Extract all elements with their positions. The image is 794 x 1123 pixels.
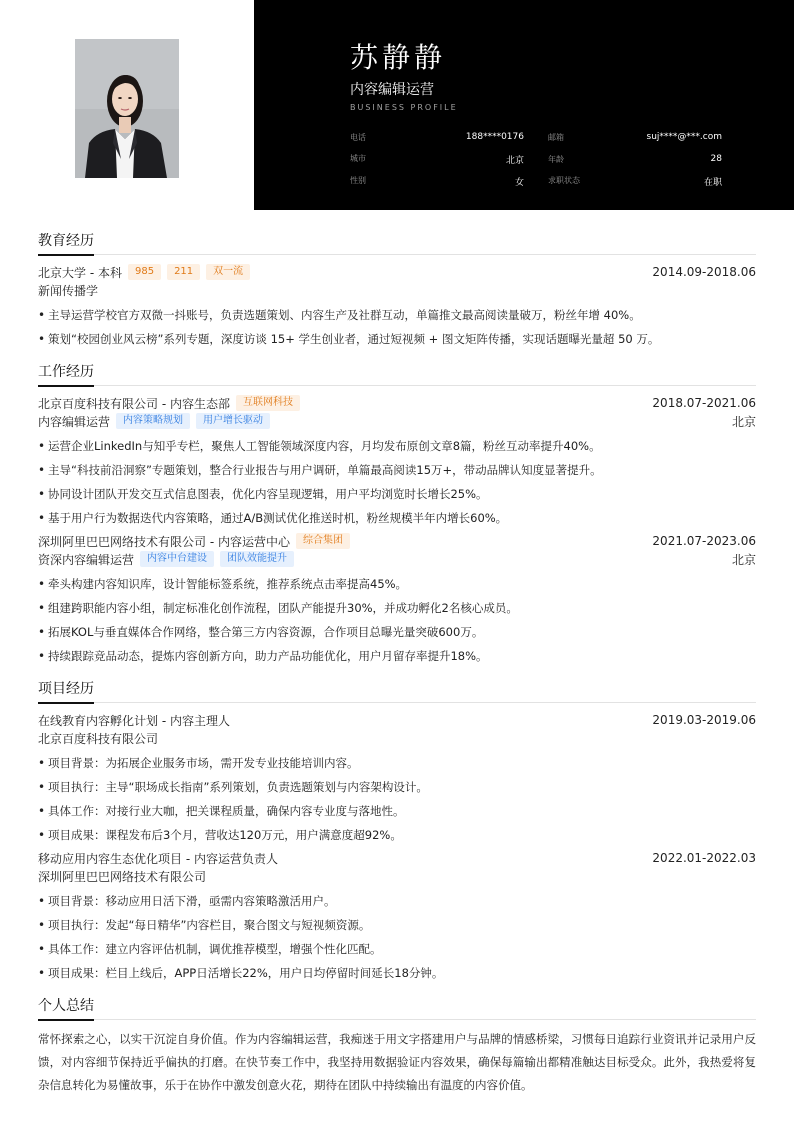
list-item: • 项目执行：主导“职场成长指南”系列策划，负责选题策划与内容架构设计。 (38, 775, 756, 799)
project-org: 北京百度科技有限公司 (38, 731, 159, 746)
section-title-underline (38, 1019, 94, 1021)
info-key: 城市 (350, 153, 366, 163)
section-title-text: 工作经历 (38, 364, 94, 380)
info-row (350, 170, 722, 192)
section-title (38, 995, 756, 1020)
list-item: • 策划“校园创业风云榜”系列专题，深度访谈 15+ 学生创业者，通过短视频 + 图文矩阵传播，实现话题曝光量超 50 万。 (38, 327, 756, 351)
job-entry-head (38, 394, 756, 412)
education-date: 2014.09-2018.06 (652, 265, 756, 279)
list-item: • 持续跟踪竞品动态，提炼内容创新方向，助力产品功能优化，用户月留存率提升18%。 (38, 644, 756, 668)
list-item: • 组建跨职能内容小组，制定标准化创作流程，团队产能提升30%，并成功孵化2名核心成员。 (38, 596, 756, 620)
education-entry-head (38, 263, 756, 281)
job-date: 2021.07-2023.06 (652, 534, 756, 548)
job-date: 2018.07-2021.06 (652, 396, 756, 410)
info-value: 北京 (505, 155, 524, 166)
list-item: • 项目成果：栏目上线后，APP日活增长22%，用户日均停留时间延长18分钟。 (38, 961, 756, 985)
section-title (38, 361, 756, 386)
section-title-text: 项目经历 (38, 681, 94, 697)
list-item: • 牵头构建内容知识库，设计智能标签系统，推荐系统点击率提高45%。 (38, 572, 756, 596)
info-value: 188****0176 (465, 131, 524, 142)
job-position-line (38, 550, 756, 568)
section-title (38, 230, 756, 255)
project-entry (38, 711, 756, 847)
company-tag: 互联网科技 (236, 395, 300, 411)
project-bullets (38, 889, 756, 985)
job-bullets (38, 434, 756, 530)
section-title-underline (38, 385, 94, 387)
info-cell-job-status (536, 175, 722, 188)
section-title (38, 678, 756, 703)
candidate-name: 苏静静 (350, 41, 447, 74)
job-position: 资深内容编辑运营 (38, 552, 135, 567)
school-tag: 211 (167, 264, 200, 280)
job-bullets (38, 572, 756, 668)
project-org-line (38, 867, 756, 885)
list-item: • 拓展KOL与垂直媒体合作网络，整合第三方内容资源，合作项目总曝光量突破600万。 (38, 620, 756, 644)
list-item: • 具体工作：对接行业大咖，把关课程质量，确保内容专业度与落地性。 (38, 799, 756, 823)
header-info-panel (254, 0, 794, 210)
section-title-text: 个人总结 (38, 998, 94, 1014)
list-item: • 项目背景：移动应用日活下滑，亟需内容策略激活用户。 (38, 889, 756, 913)
info-cell-phone (350, 132, 536, 143)
list-item: • 主导“科技前沿洞察”专题策划，整合行业报告与用户调研，单篇最高阅读15万+，带动品牌认知度显著提升。 (38, 458, 756, 482)
job-city: 北京 (731, 414, 756, 429)
project-date: 2019.03-2019.06 (652, 713, 756, 727)
job-entry (38, 394, 756, 530)
info-key: 邮箱 (548, 132, 564, 142)
profile-tag: BUSINESS PROFILE (350, 103, 458, 112)
info-key: 求职状态 (548, 175, 580, 185)
info-value: 女 (514, 177, 524, 188)
job-entry (38, 532, 756, 668)
list-item: • 项目背景：为拓展企业服务市场，需开发专业技能培训内容。 (38, 751, 756, 775)
profile-photo-image (75, 39, 179, 178)
summary-section (38, 995, 756, 1097)
skill-tag: 团队效能提升 (220, 551, 294, 567)
info-row (350, 126, 722, 148)
list-item: • 项目执行：发起“每日精华”内容栏目，聚合图文与短视频资源。 (38, 913, 756, 937)
company-name: 北京百度科技有限公司 - 内容生态部 (38, 396, 230, 411)
school-name: 北京大学 - 本科 (38, 265, 122, 280)
info-cell-city (350, 153, 536, 166)
job-position: 内容编辑运营 (38, 414, 111, 429)
list-item: • 协同设计团队开发交互式信息图表，优化内容呈现逻辑，用户平均浏览时长增长25%。 (38, 482, 756, 506)
project-entry (38, 849, 756, 985)
project-name: 移动应用内容生态优化项目 - 内容运营负责人 (38, 851, 278, 866)
info-row (350, 148, 722, 170)
section-title-text: 教育经历 (38, 233, 94, 249)
info-value: 28 (710, 153, 722, 164)
school-tag: 985 (128, 264, 161, 280)
education-major-line (38, 281, 756, 299)
skill-tag: 用户增长驱动 (196, 413, 270, 429)
summary-text: 常怀探索之心，以实干沉淀自身价值。作为内容编辑运营，我痴迷于用文字搭建用户与品牌的情感桥梁，习惯每日追踪行业资讯并记录用户反馈，对内容细节保持近乎偏执的打磨。在快节奏工作中，我坚持用数据验证内容效果，确保每篇输出都精准触达目标受众。此外，我热爱将复杂信息转化为易懂故事，乐于在协作中激发创意火花，期待在团队中持续输出有温度的内容价值。 (38, 1032, 756, 1092)
company-tag: 综合集团 (296, 533, 350, 549)
project-bullets (38, 751, 756, 847)
job-city: 北京 (731, 552, 756, 567)
list-item: • 基于用户行为数据迭代内容策略，通过A/B测试优化推送时机，粉丝规模半年内增长60%。 (38, 506, 756, 530)
education-section (38, 230, 756, 351)
resume-content (38, 230, 756, 1107)
project-date: 2022.01-2022.03 (652, 851, 756, 865)
info-cell-age (536, 154, 722, 165)
job-entry-head (38, 532, 756, 550)
job-position-line (38, 412, 756, 430)
section-title-underline (38, 254, 94, 256)
education-bullets (38, 303, 756, 351)
major-name: 新闻传播学 (38, 283, 99, 298)
project-name: 在线教育内容孵化计划 - 内容主理人 (38, 713, 230, 728)
projects-section (38, 678, 756, 985)
candidate-role: 内容编辑运营 (350, 82, 434, 98)
project-entry-head (38, 849, 756, 867)
project-entry-head (38, 711, 756, 729)
section-title-underline (38, 702, 94, 704)
skill-tag: 内容中台建设 (140, 551, 214, 567)
info-key: 年龄 (548, 154, 564, 164)
project-org-line (38, 729, 756, 747)
info-value: suj****@***.com (646, 131, 722, 142)
list-item: • 项目成果：课程发布后3个月，营收达120万元，用户满意度超92%。 (38, 823, 756, 847)
resume-header (0, 0, 794, 210)
info-cell-gender (350, 175, 536, 188)
project-org: 深圳阿里巴巴网络技术有限公司 (38, 869, 207, 884)
list-item: • 具体工作：建立内容评估机制，调优推荐模型，增强个性化匹配。 (38, 937, 756, 961)
info-key: 电话 (350, 132, 366, 142)
info-key: 性别 (350, 175, 366, 185)
info-value: 在职 (703, 177, 722, 188)
info-cell-email (536, 132, 722, 143)
skill-tag: 内容策略规划 (116, 413, 190, 429)
work-section (38, 361, 756, 668)
list-item: • 运营企业LinkedIn与知乎专栏，聚焦人工智能领域深度内容，月均发布原创文章8篇，粉丝互动率提升40%。 (38, 434, 756, 458)
contact-info-grid (350, 126, 722, 192)
company-name: 深圳阿里巴巴网络技术有限公司 - 内容运营中心 (38, 534, 290, 549)
profile-photo (75, 39, 179, 178)
list-item: • 主导运营学校官方双微一抖账号，负责选题策划、内容生产及社群互动，单篇推文最高阅读量破万，粉丝年增 40%。 (38, 303, 756, 327)
school-tag: 双一流 (206, 264, 250, 280)
